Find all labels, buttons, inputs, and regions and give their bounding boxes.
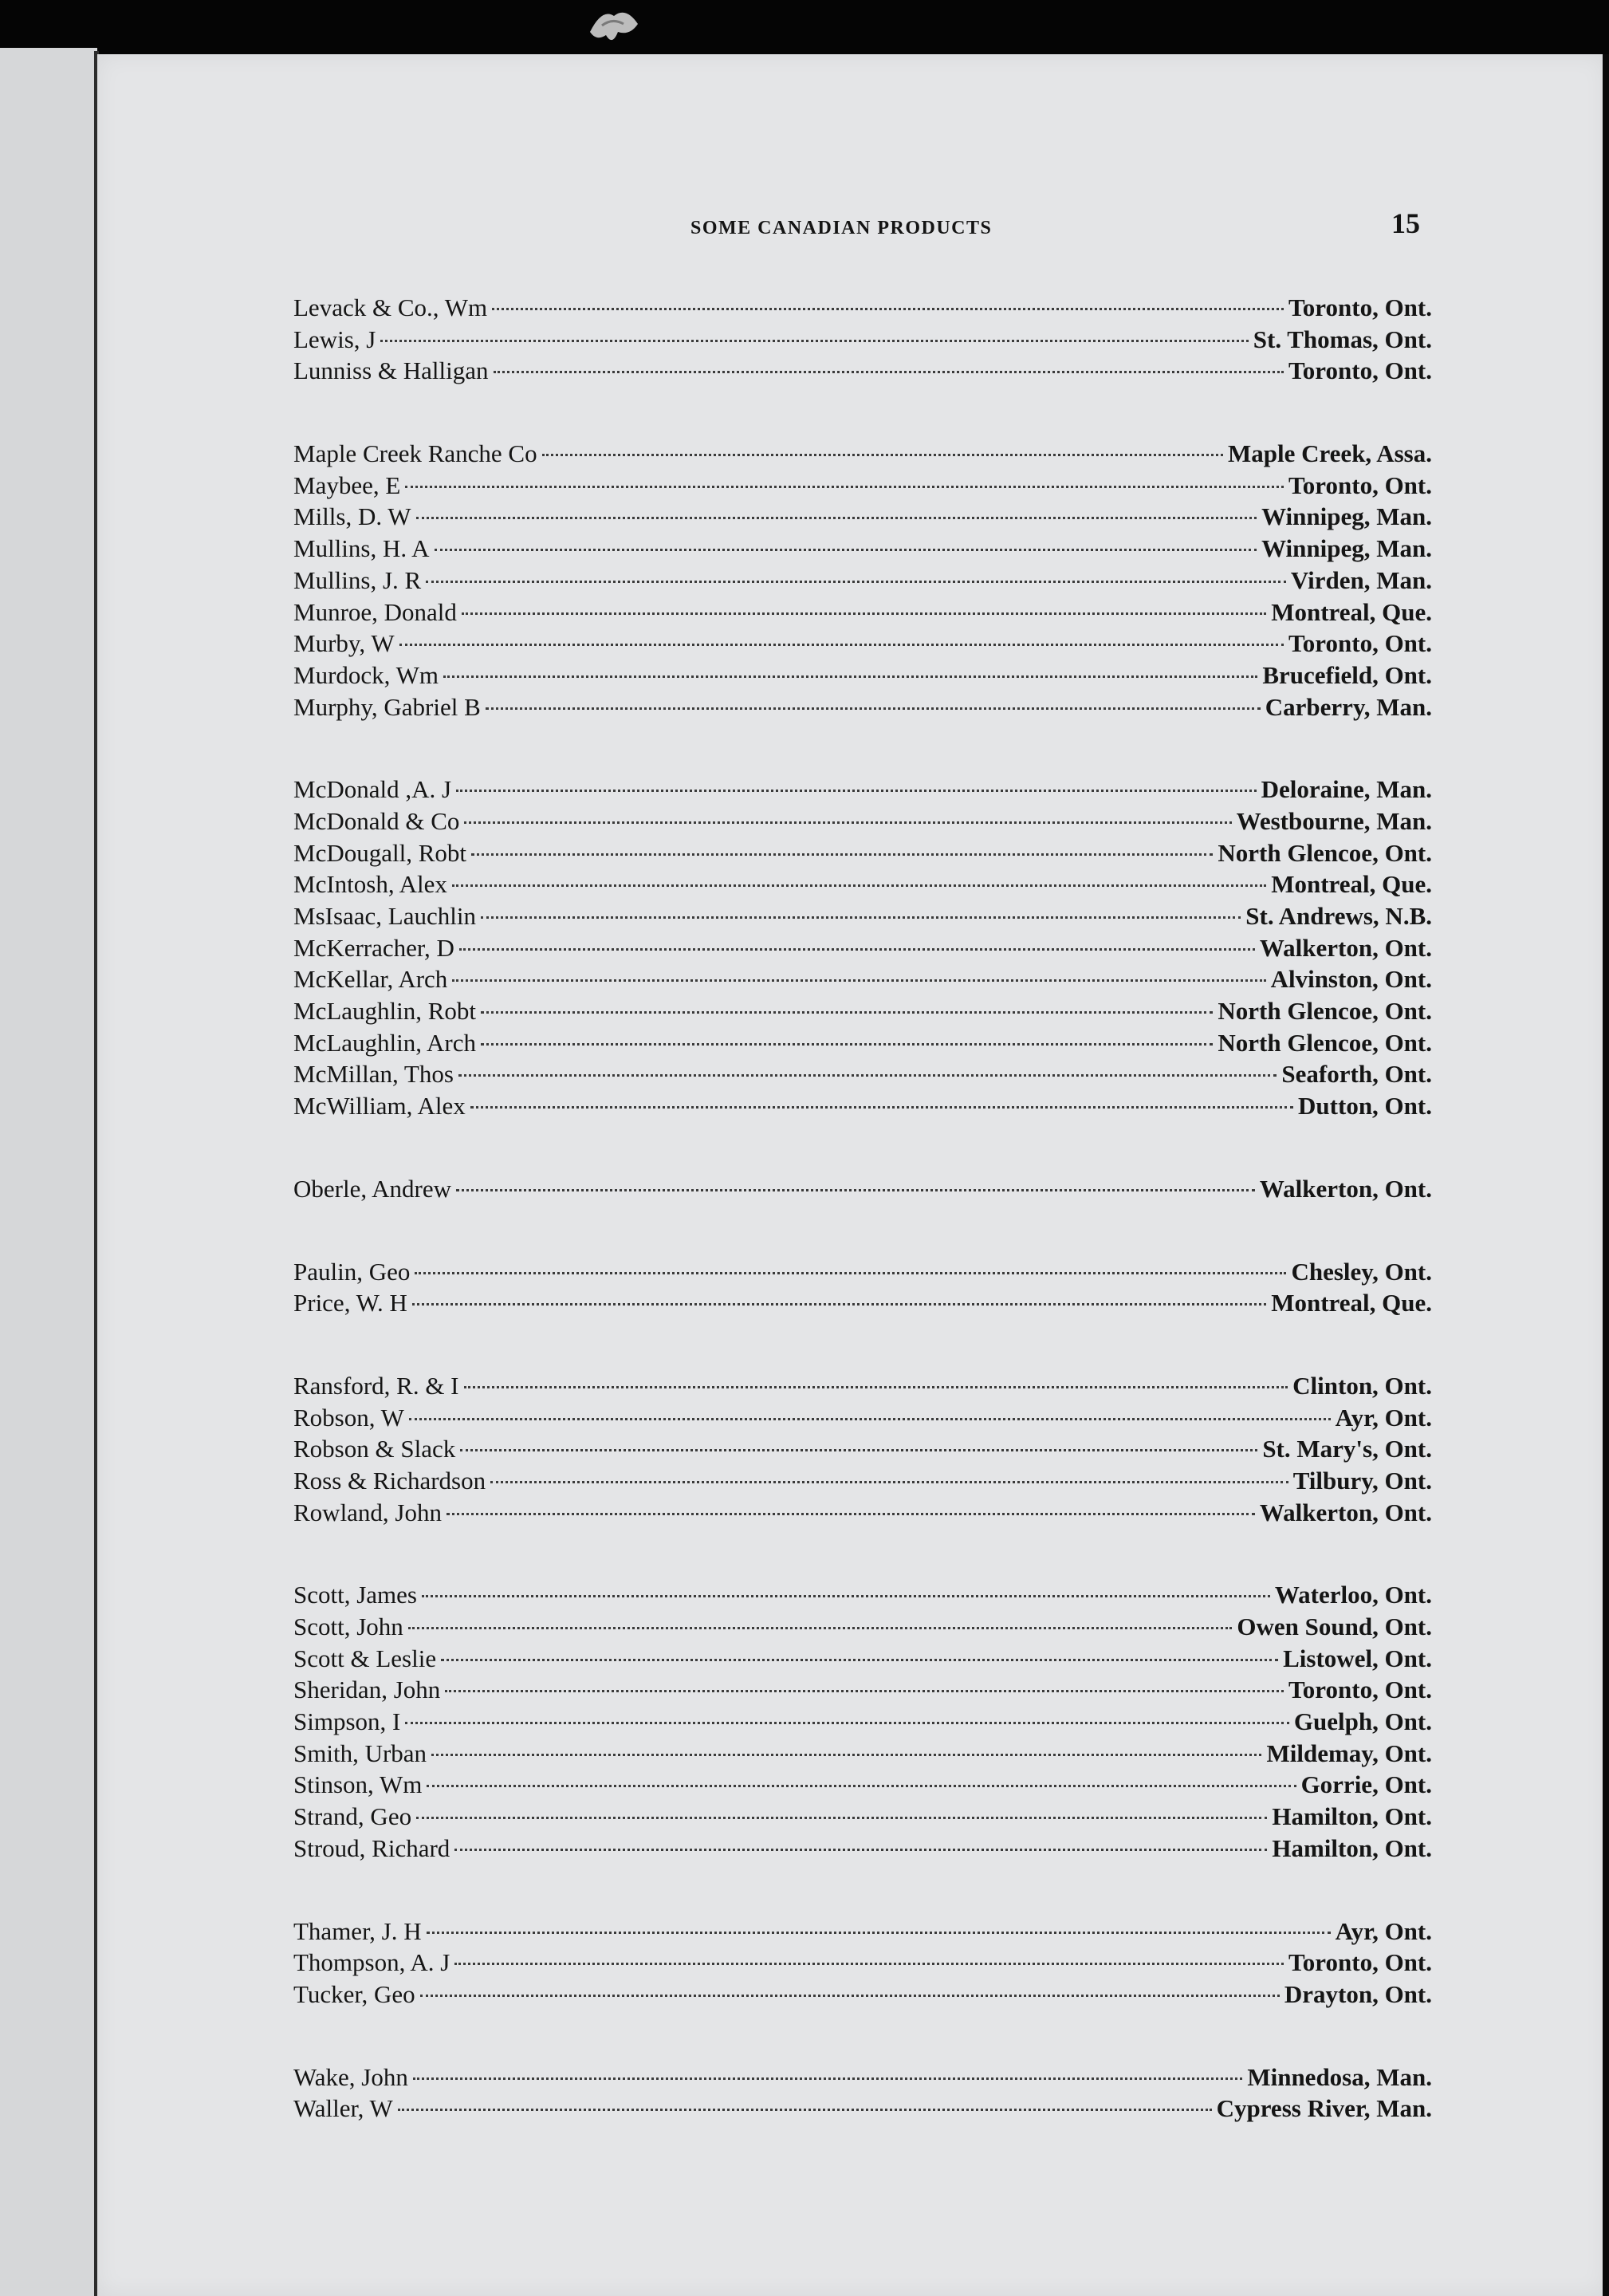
dot-leader [412,1303,1266,1306]
directory-entry [293,1258,1432,1290]
entry-place: St. Andrews, N.B. [1245,902,1432,930]
directory-entry [293,775,1432,807]
entry-place: North Glencoe, Ont. [1218,1028,1432,1057]
directory-entry [293,997,1432,1029]
entry-place: Ayr, Ont. [1335,1916,1432,1945]
dot-leader [408,1627,1233,1629]
entry-place: Dutton, Ont. [1298,1092,1432,1120]
directory-group [293,1175,1432,1207]
directory-entry [293,566,1432,598]
dot-leader [443,675,1257,678]
dot-leader [409,1418,1331,1420]
dot-leader [454,1849,1267,1851]
dot-leader [460,1449,1257,1451]
entry-name: Paulin, Geo [293,1257,411,1286]
directory-entry [293,1644,1432,1676]
entry-place: Seaforth, Ont. [1281,1060,1432,1089]
directory-entry [293,1372,1432,1404]
directory-entry [293,902,1432,934]
entry-name: Rowland, John [293,1498,442,1526]
directory-entry [293,1948,1432,1980]
directory-group [293,2063,1432,2126]
entry-place: Carberry, Man. [1265,692,1432,721]
entry-name: Scott, John [293,1613,403,1640]
dot-leader [490,1481,1288,1483]
scan-border [1603,54,1609,2296]
entry-name: Thompson, A. J [293,1948,450,1977]
dot-leader [399,644,1284,646]
entry-place: Walkerton, Ont. [1259,933,1432,962]
directory-group [293,439,1432,724]
directory-entry [293,1029,1432,1061]
entry-place: Clinton, Ont. [1292,1371,1432,1400]
dot-leader [456,1189,1255,1191]
entry-place: Toronto, Ont. [1288,1948,1432,1977]
entry-name: MsIsaac, Lauchlin [293,902,476,930]
entry-name: Robson, W [293,1403,404,1432]
dot-leader [416,1817,1267,1819]
page-number: 15 [1391,207,1420,239]
entry-place: Montreal, Que. [1271,597,1432,626]
dot-leader [486,707,1261,710]
entry-name: Price, W. H [293,1289,407,1317]
entry-place: Tilbury, Ont. [1292,1466,1432,1495]
dot-leader [464,1386,1288,1388]
entry-place: Owen Sound, Ont. [1237,1613,1432,1640]
dot-leader [481,916,1241,919]
directory-entry [293,2063,1432,2095]
dot-leader [456,790,1257,792]
entry-place: Minnedosa, Man. [1247,2062,1432,2091]
directory-entry [293,2094,1432,2126]
entry-place: Deloraine, Man. [1261,775,1432,804]
directory-entry [293,325,1432,357]
entry-place: Listowel, Ont. [1283,1644,1432,1672]
entry-name: Scott & Leslie [293,1644,437,1672]
entry-place: Toronto, Ont. [1288,1676,1432,1704]
entry-name: Murby, W [293,629,395,658]
directory-entry [293,1917,1432,1949]
dot-leader [470,1106,1293,1109]
dot-leader [398,2109,1212,2111]
directory-group [293,775,1432,1124]
entry-name: Ross & Richardson [293,1466,486,1495]
dot-leader [452,979,1265,982]
entry-name: Waller, W [293,2094,393,2123]
dot-leader [481,1043,1213,1046]
dot-leader [441,1659,1278,1661]
directory-entry [293,1676,1432,1707]
entry-name: Robson & Slack [293,1435,456,1463]
entry-name: Murphy, Gabriel B [293,692,481,721]
entry-place: Winnipeg, Man. [1261,502,1432,531]
entry-name: Munroe, Donald [293,597,457,626]
entry-name: Lewis, J [293,325,376,353]
directory-entry [293,502,1432,534]
dot-leader [420,1995,1280,1997]
entry-place: Walkerton, Ont. [1259,1174,1432,1203]
directory-entry [293,1980,1432,2012]
directory-group [293,1917,1432,2012]
entry-name: McWilliam, Alex [293,1092,466,1120]
entry-place: St. Mary's, Ont. [1262,1435,1432,1463]
entry-place: Montreal, Que. [1271,870,1432,899]
directory-entry [293,870,1432,902]
entry-name: McIntosh, Alex [293,870,447,899]
entry-name: Murdock, Wm [293,660,439,689]
entry-name: Mullins, J. R [293,565,422,594]
entry-name: McDougall, Robt [293,838,466,867]
directory-entry [293,598,1432,630]
dot-leader [492,308,1284,310]
directory-entry [293,1404,1432,1435]
dot-leader [462,612,1266,615]
directory-entry [293,807,1432,839]
entry-place: Hamilton, Ont. [1272,1833,1432,1862]
directory-entry [293,965,1432,997]
directory-entry [293,1834,1432,1866]
entry-place: Brucefield, Ont. [1262,660,1432,689]
entry-place: Winnipeg, Man. [1261,534,1432,563]
entry-place: Westbourne, Man. [1236,806,1432,835]
entry-name: Ransford, R. & I [293,1371,459,1400]
entry-name: Stinson, Wm [293,1770,423,1799]
facing-page-edge [0,48,97,2296]
directory-entry [293,1175,1432,1207]
entry-place: Toronto, Ont. [1288,293,1432,321]
entry-name: Mullins, H. A [293,534,430,563]
entry-place: Chesley, Ont. [1291,1257,1432,1286]
directory-entry [293,1739,1432,1771]
directory-group [293,1372,1432,1530]
entry-place: Guelph, Ont. [1293,1707,1432,1736]
directory-entry [293,1581,1432,1613]
entry-name: McLaughlin, Arch [293,1028,477,1057]
entry-name: McLaughlin, Robt [293,997,477,1026]
dot-leader [542,454,1223,456]
directory-entry [293,934,1432,966]
directory-entry [293,1499,1432,1530]
directory-entry [293,1802,1432,1834]
dot-leader [416,517,1257,519]
directory-entry [293,1060,1432,1092]
page-header [0,156,1609,239]
directory-entry [293,1092,1432,1124]
entry-name: Scott, James [293,1581,417,1609]
entry-place: Drayton, Ont. [1284,1979,1432,2008]
entry-name: Maybee, E [293,471,401,499]
directory-entry [293,629,1432,661]
dot-leader [415,1272,1286,1274]
dot-leader [481,1011,1213,1014]
entry-name: Tucker, Geo [293,1979,415,2008]
dot-leader [427,1785,1296,1787]
directory-entry [293,439,1432,471]
entry-name: Oberle, Andrew [293,1174,451,1203]
entry-place: Waterloo, Ont. [1274,1581,1432,1609]
running-head: SOME CANADIAN PRODUCTS [690,218,993,238]
dot-leader [494,371,1284,373]
entry-place: Montreal, Que. [1271,1289,1432,1317]
dot-leader [452,884,1266,887]
entry-name: Lunniss & Halligan [293,356,489,385]
entry-place: Hamilton, Ont. [1272,1802,1432,1831]
directory-entry [293,661,1432,693]
entry-place: Virden, Man. [1290,565,1432,594]
entry-name: Smith, Urban [293,1739,427,1767]
directory-group [293,1581,1432,1865]
entry-place: Toronto, Ont. [1288,356,1432,385]
dot-leader [426,581,1286,583]
dot-leader [459,948,1255,951]
entry-name: Sheridan, John [293,1676,441,1704]
directory-entry [293,534,1432,566]
dot-leader [435,549,1257,551]
entry-name: Thamer, J. H [293,1916,422,1945]
entry-name: McMillan, Thos [293,1060,454,1089]
entry-place: St. Thomas, Ont. [1253,325,1432,353]
directory-entry [293,839,1432,871]
dot-leader [447,1513,1255,1515]
entry-place: Maple Creek, Assa. [1227,439,1432,468]
dot-leader [380,340,1248,342]
entry-name: Strand, Geo [293,1802,412,1831]
entry-name: Wake, John [293,2062,408,2091]
entry-place: Cypress River, Man. [1216,2094,1432,2123]
dot-leader [427,1932,1331,1934]
entry-name: McDonald & Co [293,806,460,835]
entry-place: North Glencoe, Ont. [1218,997,1432,1026]
directory-group [293,293,1432,388]
dot-leader [454,1963,1284,1965]
entry-name: Mills, D. W [293,502,411,531]
ornament-icon [582,0,646,49]
dot-leader [413,2077,1242,2080]
entry-name: Levack & Co., Wm [293,293,488,321]
directory-entry [293,1613,1432,1644]
dot-leader [431,1754,1261,1756]
entry-place: Ayr, Ont. [1335,1403,1432,1432]
entry-name: Maple Creek Ranche Co [293,439,537,468]
directory-entry [293,1435,1432,1467]
entry-name: Stroud, Richard [293,1833,450,1862]
entry-place: Toronto, Ont. [1288,471,1432,499]
directory-entry [293,293,1432,325]
entry-name: Simpson, I [293,1707,401,1736]
directory-entry [293,471,1432,503]
directory-entry [293,1707,1432,1739]
entry-name: McKerracher, D [293,933,454,962]
dot-leader [445,1690,1284,1692]
entry-name: McKellar, Arch [293,965,448,994]
dot-leader [464,821,1231,824]
directory-entry [293,356,1432,388]
dot-leader [471,853,1213,856]
dot-leader [405,486,1284,488]
dot-leader [405,1722,1289,1724]
directory-entry [293,693,1432,725]
entry-place: Gorrie, Ont. [1300,1770,1432,1799]
directory-entry [293,1770,1432,1802]
dot-leader [422,1595,1270,1597]
entry-name: McDonald ,A. J [293,775,452,804]
entry-place: North Glencoe, Ont. [1218,838,1432,867]
entry-place: Toronto, Ont. [1288,629,1432,658]
entry-place: Walkerton, Ont. [1259,1498,1432,1526]
directory-entry [293,1467,1432,1499]
dot-leader [458,1074,1277,1077]
entry-place: Alvinston, Ont. [1270,965,1432,994]
directory-listing [293,293,1432,2177]
directory-entry [293,1289,1432,1321]
entry-place: Mildemay, Ont. [1266,1739,1432,1767]
directory-group [293,1258,1432,1321]
